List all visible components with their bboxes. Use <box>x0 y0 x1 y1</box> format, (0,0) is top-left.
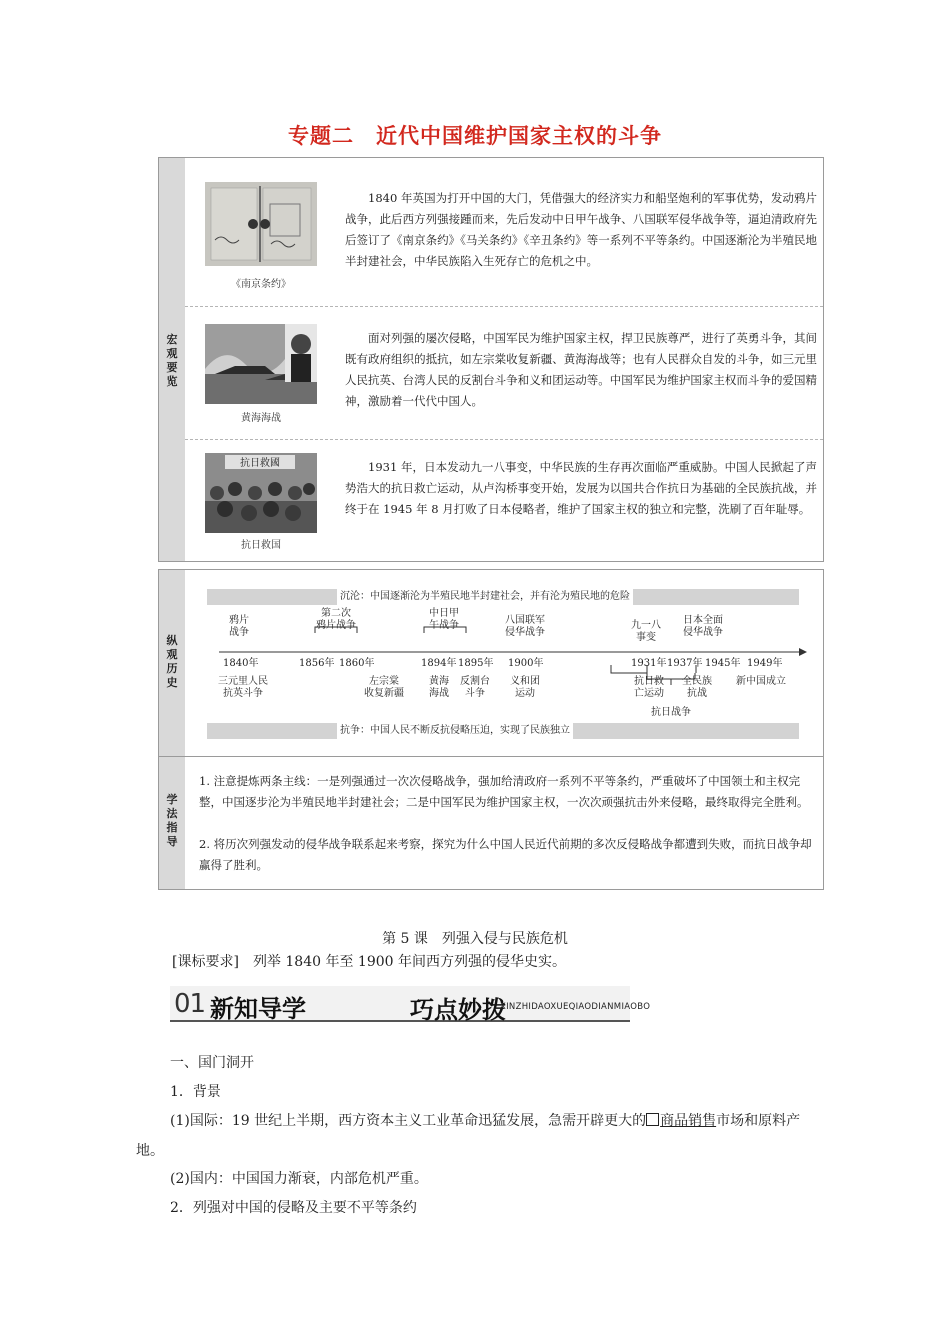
method-panel <box>158 756 824 890</box>
treaty-photo-caption: 《南京条约》 <box>231 279 291 290</box>
timeline-bottom-band-text: 抗争：中国人民不断反抗侵略压迫，实现了民族独立 <box>337 723 573 739</box>
paragraph-international-tail: 市场和原料产地。 <box>136 1113 801 1159</box>
event-anti-cession: 反割台 斗争 <box>460 676 490 699</box>
overview-panel <box>158 157 824 562</box>
year-1949: 1949年 <box>747 658 783 669</box>
overview-text-1: 1840 年英国为打开中国的大门，凭借强大的经济实力和船坚炮利的军事优势，发动鸦片战争，此后西方列强接踵而来，先后发动中日甲午战争、八国联军侵华战争等，逼迫清政府先后签订了《南京条约》《马关条约》《辛丑条约》等一系列不平等条约。中国逐渐沦为半殖民地半封建社会，中华民族陷入生死存亡的危机之中。 <box>345 191 817 268</box>
timeline-panel <box>158 569 824 757</box>
battle-photo <box>205 324 317 404</box>
event-salvation-movement: 抗日救 亡运动 <box>634 676 664 699</box>
method-tip-2: 2. 将历次列强发动的侵华战争联系起来考察，探究为什么中国人民近代前期的多次反侵略战争都遭到失败，而抗日战争却赢得了胜利。 <box>199 837 812 872</box>
banner-number: 01 <box>174 989 206 1019</box>
answer-box-icon <box>646 1113 659 1126</box>
event-sanyuanli: 三元里人民 抗英斗争 <box>218 676 268 699</box>
paragraph-domestic: (2)国内：中国国力渐衰，内部危机严重。 <box>170 1171 428 1187</box>
overview-row-2 <box>185 306 823 440</box>
event-second-opium-war: 第二次 鸦片战争 <box>316 608 356 631</box>
resistance-photo-sign: 抗日救國 <box>240 458 280 469</box>
year-1945: 1945年 <box>705 658 741 669</box>
method-sidebar <box>159 757 185 889</box>
year-1895: 1895年 <box>458 658 494 669</box>
year-1894: 1894年 <box>421 658 457 669</box>
resistance-photo-caption: 抗日救国 <box>241 540 281 551</box>
event-yellow-sea-battle: 黄海 海战 <box>429 676 449 699</box>
event-boxers: 义和团 运动 <box>510 676 540 699</box>
requirement-tag: [课标要求] <box>172 954 239 970</box>
fill-answer-text: 商品销售 <box>660 1113 717 1129</box>
overview-label: 宏 观 要 览 <box>166 333 178 388</box>
method-label: 学 法 指 导 <box>166 793 178 848</box>
paragraph-international <box>136 1106 826 1166</box>
year-1856: 1856年 <box>299 658 335 669</box>
year-1900: 1900年 <box>508 658 544 669</box>
requirement-text: 列举 1840 年至 1900 年间西方列强的侵华史实。 <box>252 954 566 970</box>
lesson-title: 第 5 课 列强入侵与民族危机 <box>382 931 568 947</box>
event-eight-nation-war: 八国联军 侵华战争 <box>505 615 545 638</box>
resistance-photo <box>205 453 317 533</box>
resistance-photo-drawing <box>205 453 317 533</box>
battle-photo-caption: 黄海海战 <box>241 413 281 424</box>
event-opium-war: 鸦片 战争 <box>229 615 249 638</box>
year-1931: 1931年 <box>631 658 667 669</box>
year-1860: 1860年 <box>339 658 375 669</box>
event-sino-japanese-war: 中日甲 午战争 <box>429 608 459 631</box>
lesson-requirement <box>172 951 566 971</box>
subheading-background: 1．背景 <box>170 1084 221 1100</box>
page-title: 专题二 近代中国维护国家主权的斗争 <box>288 124 662 148</box>
timeline-label: 纵 观 历 史 <box>166 634 178 689</box>
overview-row-1 <box>185 158 823 307</box>
event-zuo-zongtang: 左宗棠 收复新疆 <box>364 676 404 699</box>
timeline-top-band-text: 沉沦：中国逐渐沦为半殖民地半封建社会，并有沦为殖民地的危险 <box>337 589 633 605</box>
event-full-invasion: 日本全面 侵华战争 <box>683 615 723 638</box>
overview-sidebar <box>159 158 185 561</box>
treaty-photo <box>205 182 317 266</box>
event-anti-japanese-war: 抗日战争 <box>651 707 691 718</box>
overview-text-3: 1931 年，日本发动九一八事变，中华民族的生存再次面临严重威胁。中国人民掀起了声势浩大的抗日救亡运动，从卢沟桥事变开始，发展为以国共合作抗日为基础的全民族抗战，并终于在 1945 年 8 月打败了日本侵略者，维护了国家主权的独立和完整，洗刷了百年耻辱。 <box>345 460 817 516</box>
banner-pinyin: XINZHIDAOXUEQIAODIANMIAOBO <box>500 1002 651 1012</box>
event-sept18: 九一八 事变 <box>631 620 661 643</box>
banner-title-2: 巧点妙拨 <box>410 996 506 1024</box>
section-banner <box>170 986 651 1024</box>
paragraph-international-lead: (1)国际：19 世纪上半期，西方资本主义工业革命迅猛发展，急需开辟更大的 <box>170 1113 647 1129</box>
overview-text-2: 面对列强的屡次侵略，中国军民为维护国家主权，捍卫民族尊严，进行了英勇斗争，其间既有政府组织的抵抗，如左宗棠收复新疆、黄海海战等；也有人民群众自发的斗争，如三元里人民抗英、台湾人民的反割台斗争和义和团运动等。中国军民为维护国家主权而斗争的爱国精神，激励着一代代中国人。 <box>345 331 817 408</box>
battle-photo-drawing <box>205 324 317 404</box>
banner-title: 新知导学 <box>210 995 306 1023</box>
method-tip-1: 1. 注意提炼两条主线：一是列强通过一次次侵略战争，强加给清政府一系列不平等条约，严重破坏了中国领土和主权完整，中国逐步沦为半殖民地半封建社会；二是中国军民为维护国家主权，一次次顽强抗击外来侵略，最终取得完全胜利。 <box>199 774 809 809</box>
fill-answer <box>646 1113 716 1129</box>
subheading-invasion: 2．列强对中国的侵略及主要不平等条约 <box>170 1200 417 1216</box>
year-1937: 1937年 <box>667 658 703 669</box>
overview-row-3 <box>185 439 823 561</box>
treaty-photo-drawing <box>205 182 317 266</box>
event-prc-founded: 新中国成立 <box>736 676 786 687</box>
year-1840: 1840年 <box>223 658 259 669</box>
section-heading: 一、国门洞开 <box>170 1055 254 1071</box>
event-national-war: 全民族 抗战 <box>682 676 712 699</box>
